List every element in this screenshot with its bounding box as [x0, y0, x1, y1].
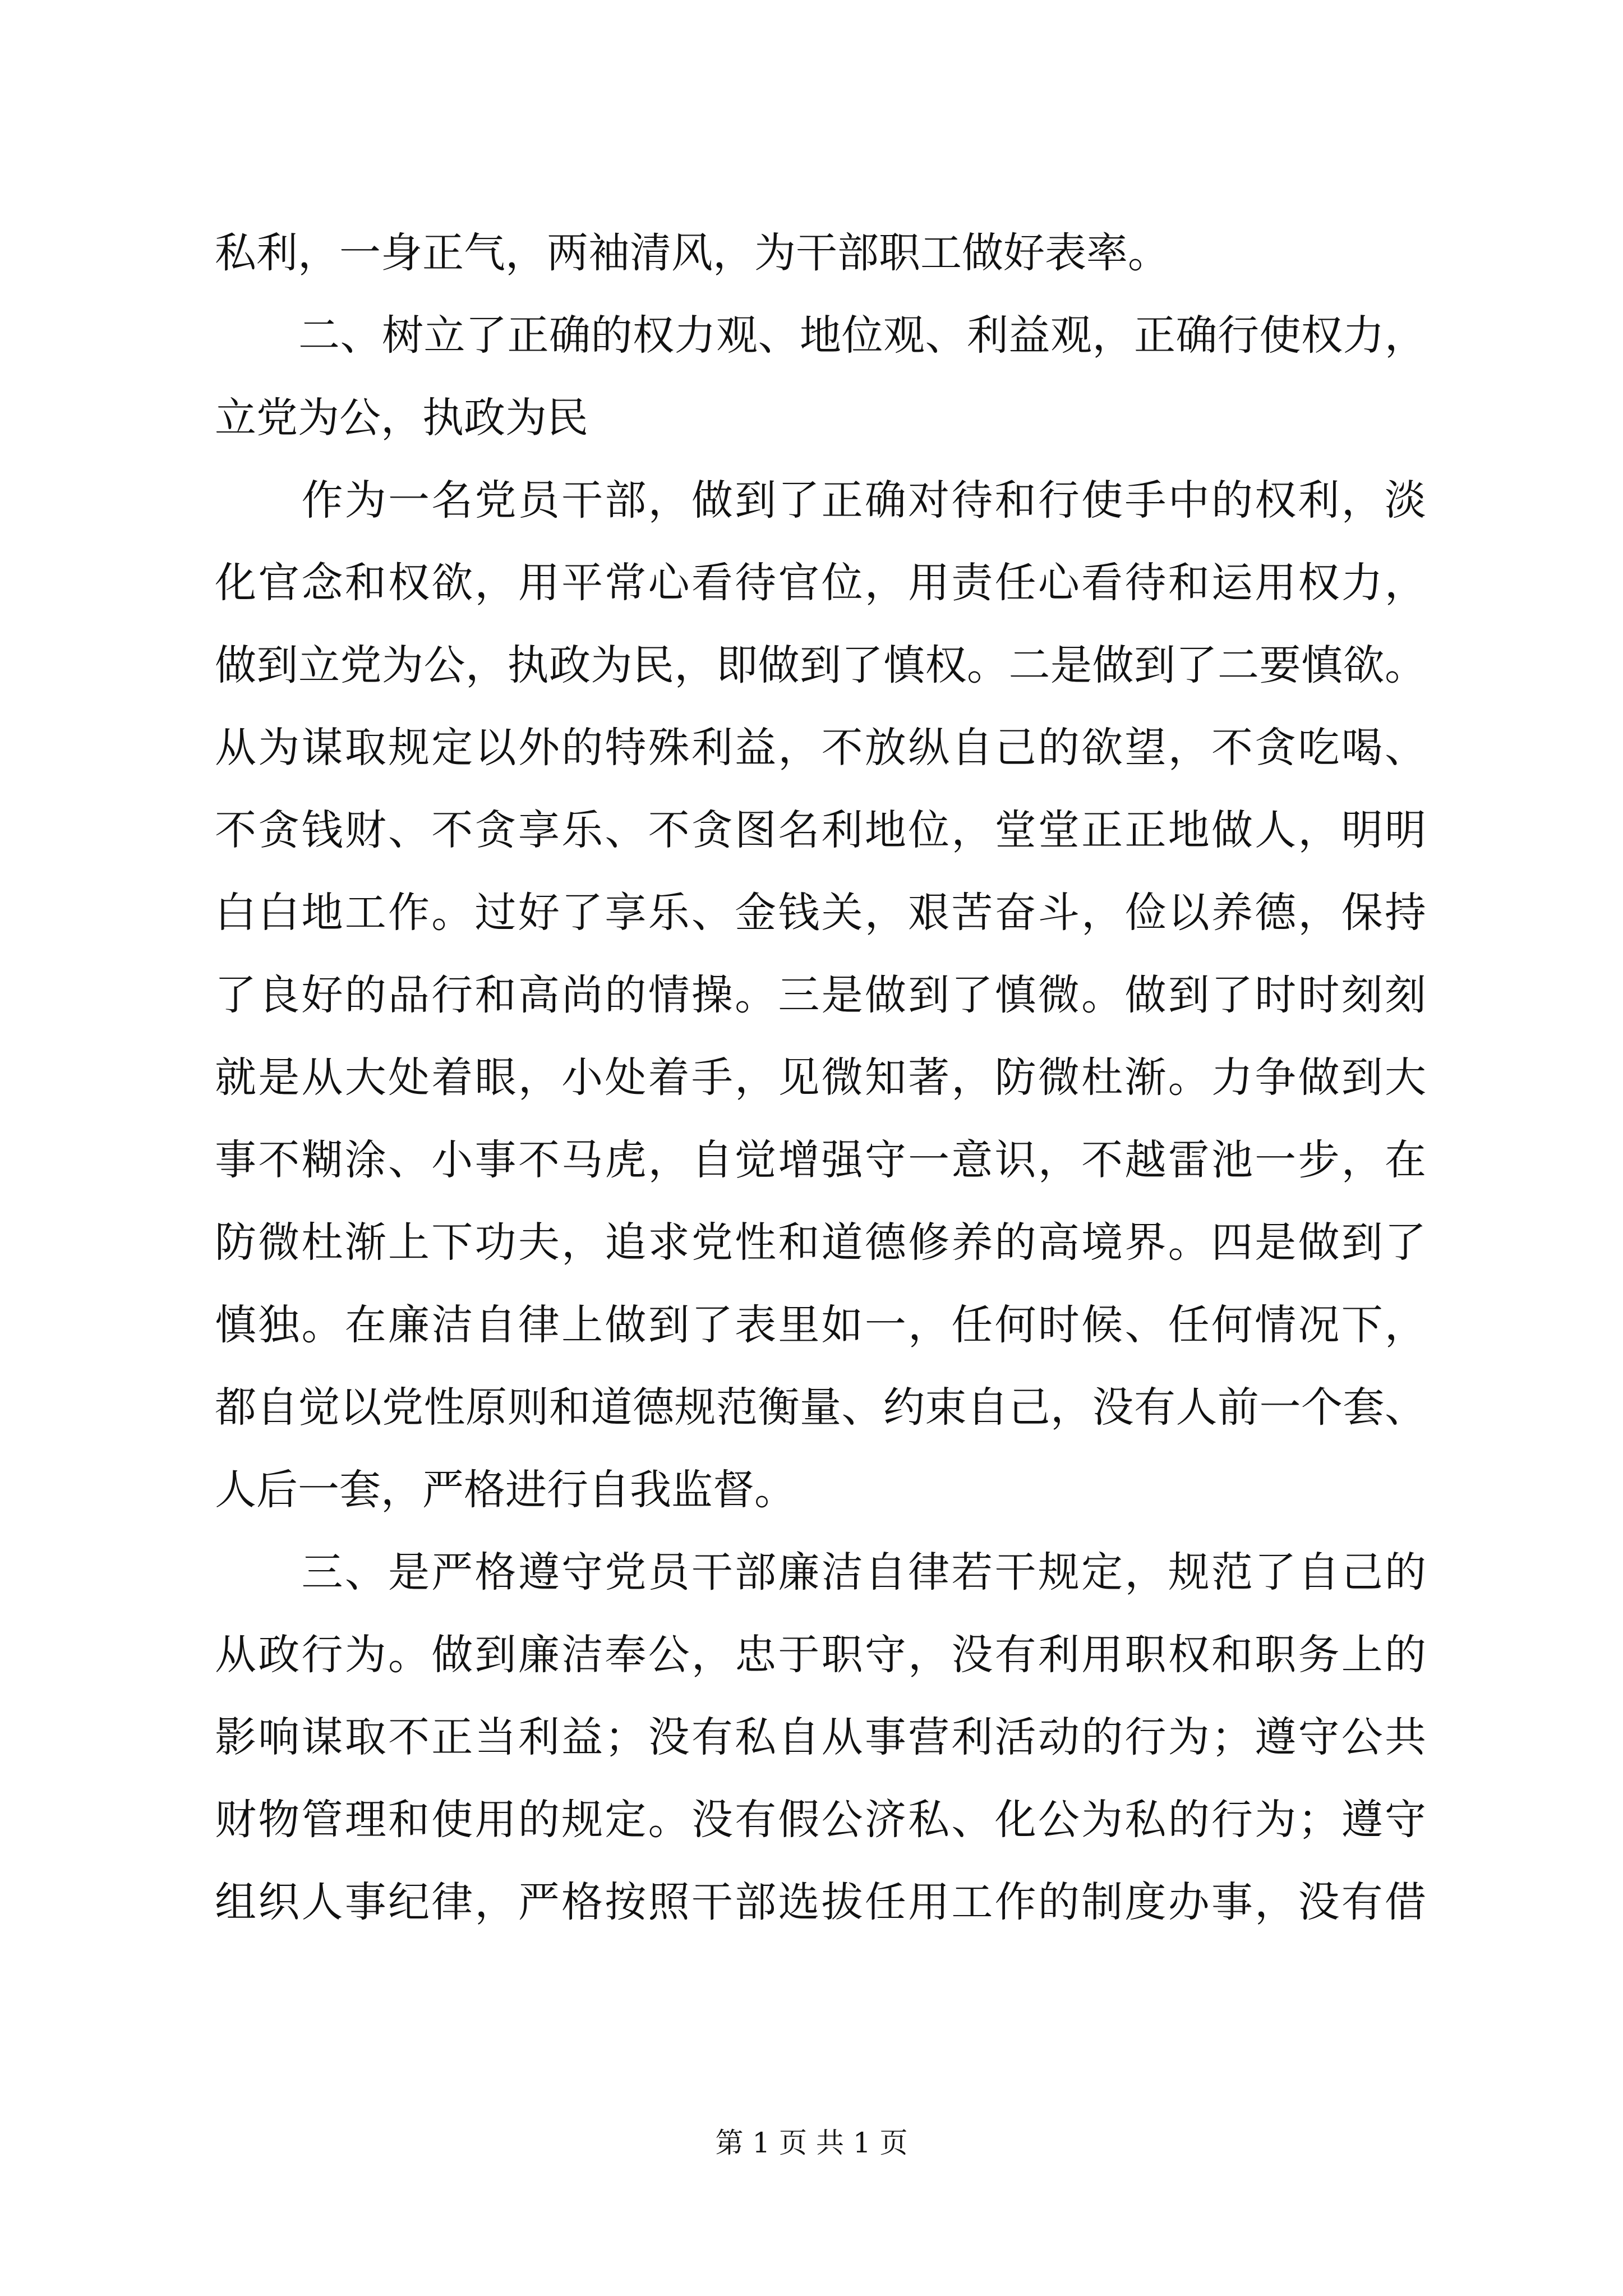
page-footer [0, 2126, 1623, 2160]
text-line: 了良好的品行和高尚的情操。三是做到了慎微。做到了时时刻刻 [215, 971, 1426, 1019]
text-line: 从政行为。做到廉洁奉公，忠于职守，没有利用职权和职务上的 [215, 1631, 1426, 1679]
text-line: 防微杜渐上下功夫，追求党性和道德修养的高境界。四是做到了 [215, 1218, 1426, 1267]
text-line: 都自觉以党性原则和道德规范衡量、约束自己，没有人前一个套、 [215, 1383, 1426, 1432]
page-number: 第 1 页 共 1 页 [715, 2127, 908, 2159]
text-line: 财物管理和使用的规定。没有假公济私、化公为私的行为；遵守 [215, 1796, 1426, 1844]
text-line: 组织人事纪律，严格按照干部选拔任用工作的制度办事，没有借 [215, 1878, 1426, 1926]
text-line: 事不糊涂、小事不马虎，自觉增强守一意识，不越雷池一步，在 [215, 1136, 1426, 1184]
text-line: 私利，一身正气，两袖清风，为干部职工做好表率。 [215, 229, 1169, 277]
text-line: 从为谋取规定以外的特殊利益，不放纵自己的欲望，不贪吃喝、 [215, 724, 1426, 772]
body-text [215, 212, 1426, 1944]
text-line: 立党为公，执政为民 [215, 394, 588, 442]
text-line: 影响谋取不正当利益；没有私自从事营利活动的行为；遵守公共 [215, 1713, 1426, 1761]
text-line: 二、树立了正确的权力观、地位观、利益观，正确行使权力， [215, 311, 1426, 360]
text-line: 做到立党为公，执政为民，即做到了慎权。二是做到了二要慎欲。 [215, 641, 1426, 689]
text-line: 人后一套，严格进行自我监督。 [215, 1466, 796, 1514]
text-line: 就是从大处着眼，小处着手，见微知著，防微杜渐。力争做到大 [215, 1053, 1426, 1102]
text-line: 白白地工作。过好了享乐、金钱关，艰苦奋斗，俭以养德，保持 [215, 889, 1426, 937]
text-line: 不贪钱财、不贪享乐、不贪图名利地位，堂堂正正地做人，明明 [215, 806, 1426, 854]
text-line: 化官念和权欲，用平常心看待官位，用责任心看待和运用权力， [215, 559, 1426, 607]
text-line: 作为一名党员干部，做到了正确对待和行使手中的权利，淡 [215, 476, 1426, 524]
text-line: 慎独。在廉洁自律上做到了表里如一，任何时候、任何情况下， [215, 1301, 1426, 1349]
text-line: 三、是严格遵守党员干部廉洁自律若干规定，规范了自己的 [215, 1548, 1426, 1596]
